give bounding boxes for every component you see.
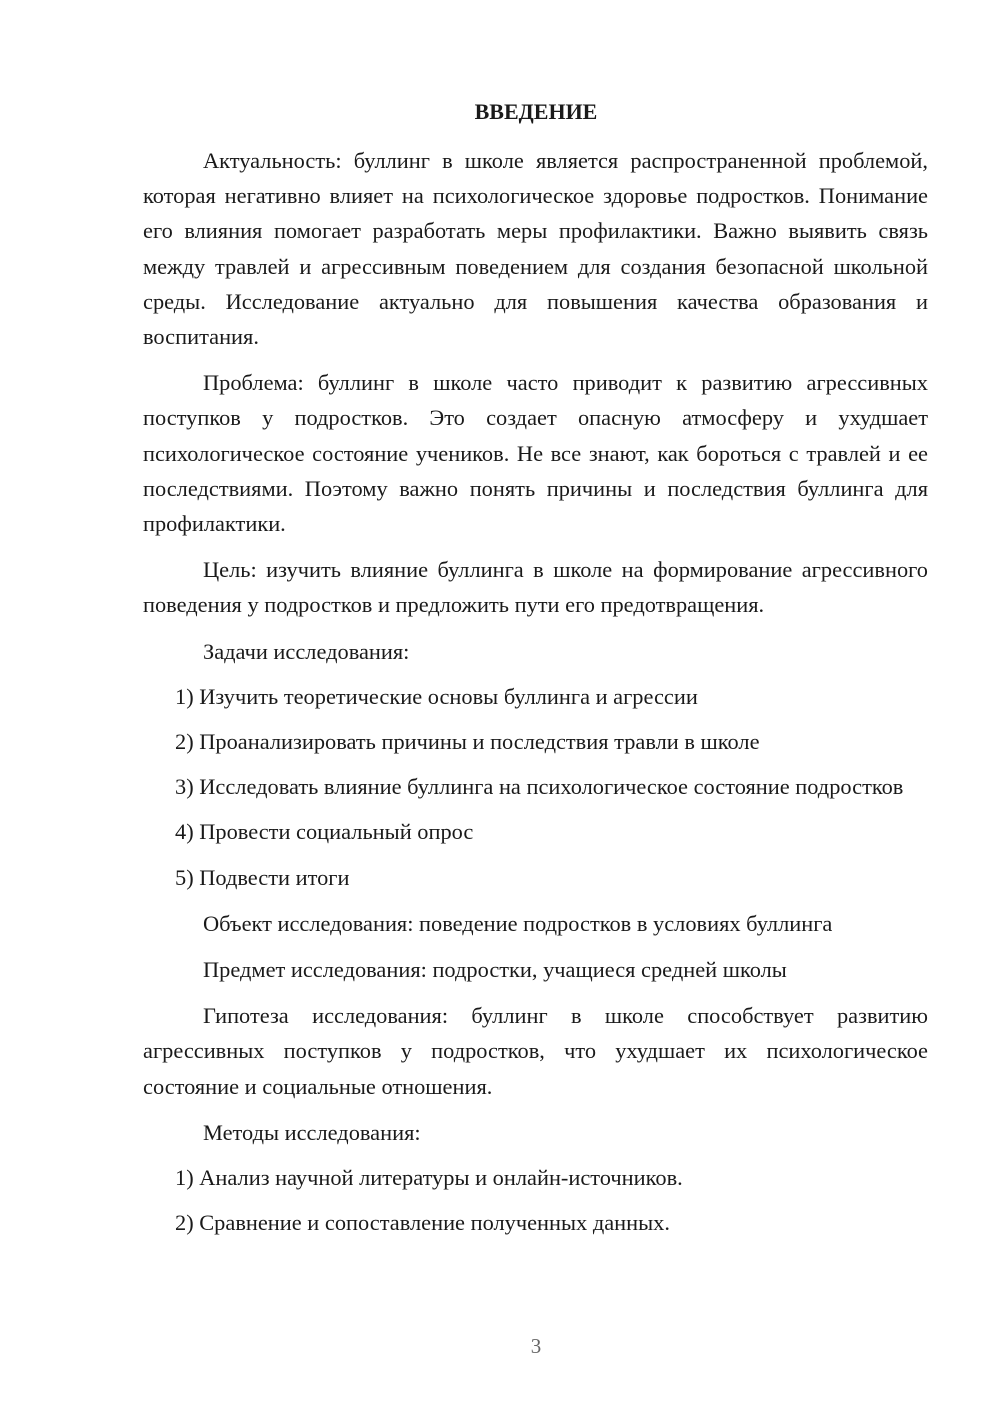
page-number: 3 [530, 1334, 542, 1358]
task-item-5: 5) Подвести итоги [175, 864, 350, 890]
problem-paragraph: Проблема: буллинг в школе часто приводит к развитию агрессивных поступков у подростков. Это создает опасную атмосферу и ухудшает психологическое состояние учеников. Не все знают, как бороться с травлей и ее последствиями. Поэтому важно понять причины и последствия буллинга для профилактики. [143, 370, 928, 537]
object-paragraph: Объект исследования: поведение подростков в условиях буллинга [203, 910, 833, 936]
page-title: ВВЕДЕНИЕ [474, 99, 598, 124]
methods-heading: Методы исследования: [203, 1119, 421, 1145]
task-item-2: 2) Проанализировать причины и последствия травли в школе [175, 729, 760, 755]
task-item-1: 1) Изучить теоретические основы буллинга и агрессии [175, 683, 698, 709]
document-body [143, 143, 928, 1240]
hypothesis-paragraph: Гипотеза исследования: буллинг в школе способствует развитию агрессивных поступков у подростков, что ухудшает их психологическое состояние и социальные отношения. [143, 1003, 928, 1099]
task-item-3: 3) Исследовать влияние буллинга на психологическое состояние подростков [175, 774, 904, 800]
tasks-heading: Задачи исследования: [203, 638, 410, 664]
subject-paragraph: Предмет исследования: подростки, учащиеся средней школы [203, 957, 787, 983]
method-item-2: 2) Сравнение и сопоставление полученных данных. [175, 1210, 670, 1236]
method-item-1: 1) Анализ научной литературы и онлайн-источников. [175, 1165, 683, 1191]
relevance-paragraph: Актуальность: буллинг в школе является распространенной проблемой, которая негативно влияет на психологическое здоровье подростков. Понимание его влияния помогает разработать меры профилактики. Важно выявить связь между травлей и агрессивным поведением для создания безопасной школьной среды. Исследование актуально для повышения качества образования и воспитания. [143, 148, 928, 350]
goal-paragraph: Цель: изучить влияние буллинга в школе на формирование агрессивного поведения у подростков и предложить пути его предотвращения. [143, 557, 928, 618]
task-item-4: 4) Провести социальный опрос [175, 819, 474, 845]
